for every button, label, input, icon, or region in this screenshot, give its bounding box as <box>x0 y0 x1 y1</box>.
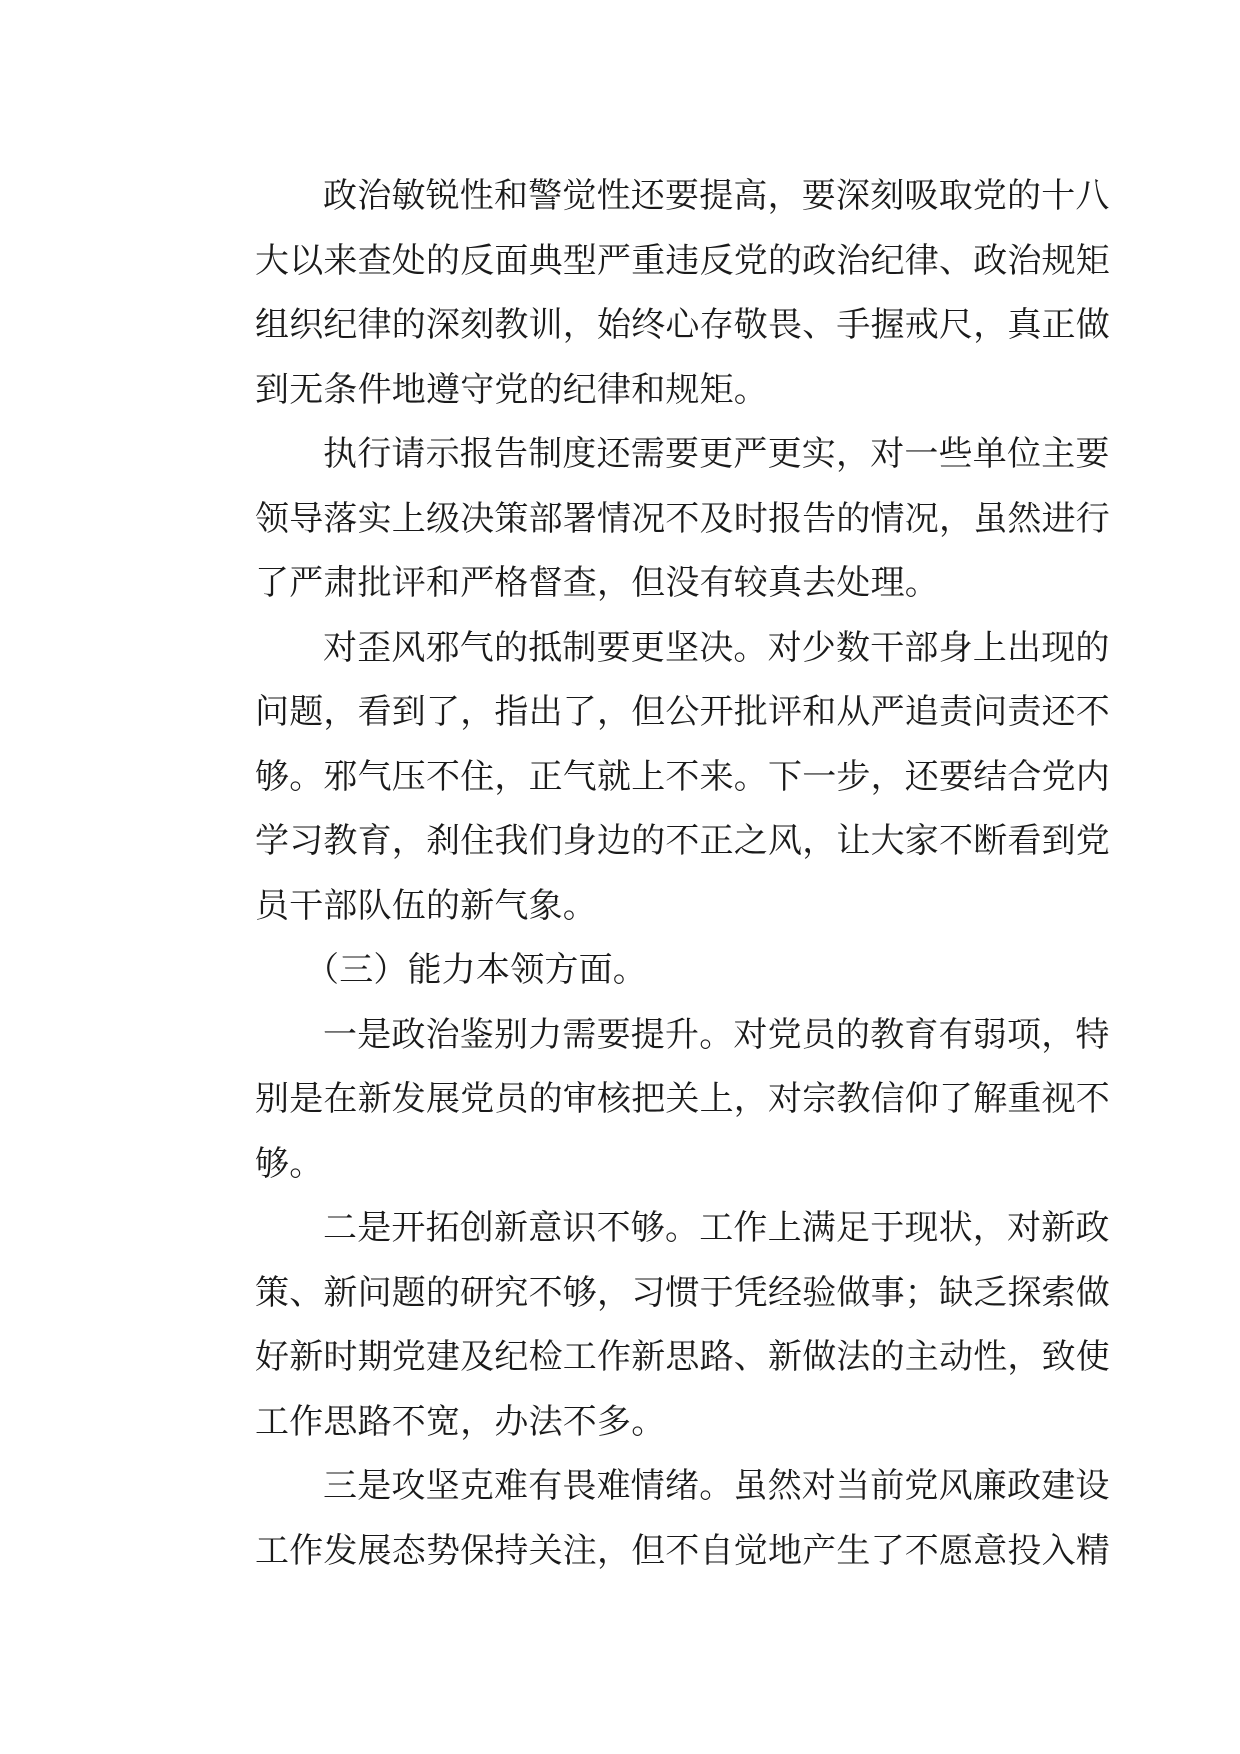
text-line: 组织纪律的深刻教训，始终心存敬畏、手握戒尺，真正做 <box>255 305 1110 345</box>
text-line-content: 一是政治鉴别力需要提升。对党员的教育有弱项，特 <box>323 1014 1110 1055</box>
text-line <box>187 616 1110 681</box>
section-heading-ability <box>187 938 1053 1003</box>
text-line: 工作发展态势保持关注，但不自觉地产生了不愿意投入精 <box>255 1530 1110 1571</box>
text-line: 够。邪气压不住，正气就上不来。下一步，还要结合党内 <box>255 756 1110 797</box>
text-line: 到无条件地遵守党的纪律和规矩。 <box>255 369 768 410</box>
paragraph-reporting-system <box>187 422 1110 616</box>
paragraph-political-sensitivity <box>187 164 1110 422</box>
text-line <box>187 1003 1110 1068</box>
text-line: 工作思路不宽，办法不多。 <box>255 1401 666 1442</box>
text-line-content: 对歪风邪气的抵制要更坚决。对少数干部身上出现的 <box>323 627 1110 668</box>
text-line: 学习教育，刹住我们身边的不正之风，让大家不断看到党 <box>255 821 1110 861</box>
text-line <box>187 164 1110 229</box>
text-line <box>187 1196 1110 1261</box>
text-line: 策、新问题的研究不够，习惯于凭经验做事；缺乏探索做 <box>255 1272 1110 1313</box>
text-line: 了严肃批评和严格督查，但没有较真去处理。 <box>255 563 939 603</box>
paragraph-unhealthy-tendencies <box>187 616 1110 939</box>
text-line-content: 二是开拓创新意识不够。工作上满足于现状，对新政 <box>323 1208 1110 1248</box>
text-line: 好新时期党建及纪检工作新思路、新做法的主动性，致使 <box>255 1337 1110 1377</box>
text-line-content: 执行请示报告制度还需要更严更实，对一些单位主要 <box>323 434 1110 474</box>
text-line <box>187 938 1053 1003</box>
text-line <box>187 1454 1110 1519</box>
text-line: 员干部队伍的新气象。 <box>255 885 597 926</box>
text-line: 领导落实上级决策部署情况不及时报告的情况，虽然进行 <box>255 498 1110 539</box>
document-body <box>187 164 1110 1583</box>
text-line-content: 三是攻坚克难有畏难情绪。虽然对当前党风廉政建设 <box>323 1466 1110 1506</box>
paragraph-innovation <box>187 1196 1110 1454</box>
text-line: 够。 <box>255 1143 324 1184</box>
text-line <box>187 422 1110 487</box>
text-line: 问题，看到了，指出了，但公开批评和从严追责问责还不 <box>255 692 1110 732</box>
text-line-content: （三）能力本领方面。 <box>305 950 647 990</box>
text-line: 别是在新发展党员的审核把关上，对宗教信仰了解重视不 <box>255 1079 1110 1119</box>
paragraph-overcoming-difficulties <box>187 1454 1110 1583</box>
text-line: 大以来查处的反面典型严重违反党的政治纪律、政治规矩 <box>255 240 1110 281</box>
text-line-content: 政治敏锐性和警觉性还要提高，要深刻吸取党的十八 <box>323 176 1110 216</box>
paragraph-political-discernment <box>187 1003 1110 1197</box>
